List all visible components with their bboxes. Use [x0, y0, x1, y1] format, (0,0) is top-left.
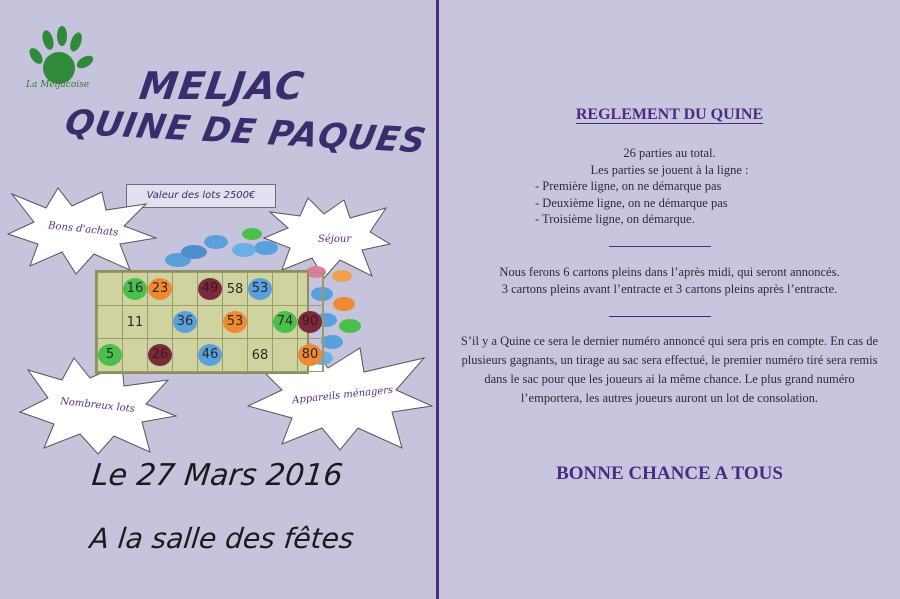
bingo-card: [95, 270, 319, 374]
lots-value-box: Valeur des lots 2500€: [126, 184, 276, 208]
burst-label-sejour: Séjour: [318, 234, 352, 245]
card-row: [98, 306, 324, 339]
logo-caption: La Meljacoise: [26, 80, 90, 90]
hand-logo-icon: [22, 26, 97, 106]
cartons-line: Nous ferons 6 cartons pleins dans l’après midi, qui seront annoncés.: [499, 265, 840, 279]
card-number: 90: [298, 311, 322, 333]
poster-title-line1: MELJAC: [136, 64, 308, 108]
intro-line: Les parties se jouent à la ligne :: [590, 162, 749, 177]
card-number: 53: [248, 278, 272, 300]
card-number: 46: [198, 344, 222, 366]
cartons-line: 3 cartons pleins avant l’entracte et 3 cartons pleins après l’entracte.: [501, 281, 838, 296]
poster-title-line2: QUINE DE PAQUES: [61, 102, 430, 162]
card-number: 26: [148, 344, 172, 366]
separator-line: [609, 316, 711, 317]
card-number: 74: [273, 311, 297, 333]
burst-label-appareils: Appareils ménagers: [291, 384, 394, 407]
card-number: 58: [226, 281, 244, 297]
event-date: Le 27 Mars 2016: [90, 458, 345, 493]
card-number: 36: [173, 311, 197, 333]
rules-title: [439, 106, 900, 124]
intro-line: 26 parties au total.: [623, 146, 716, 160]
burst-label-lots: Nombreux lots: [59, 396, 136, 415]
separator-line: [609, 246, 711, 247]
list-item: - Première ligne, on ne démarque pas: [535, 179, 722, 193]
chips-pile-icon: [160, 226, 290, 270]
card-number: 11: [126, 314, 144, 330]
cartons-paragraph: [439, 264, 900, 297]
rules-intro: [439, 145, 900, 178]
rules-list: [535, 178, 728, 228]
card-number: 80: [298, 344, 322, 366]
card-number: 49: [198, 278, 222, 300]
card-number: 53: [223, 311, 247, 333]
quine-paragraph: S’il y a Quine ce sera le dernier numéro annoncé qui sera pris en compte. En cas de plusieurs gagnants, un tirage au sac sera effectué, le premier numéro tiré sera remis dans le sac pour que les joueurs ai la même chance. Le plus grand numéro l’emportera, les autres joueurs auront un lot de consolation.: [460, 334, 879, 405]
card-number: 16: [123, 278, 147, 300]
card-row: [98, 339, 324, 372]
list-item: - Troisième ligne, on démarque.: [535, 212, 695, 226]
card-number: 5: [98, 344, 122, 366]
card-number: 68: [251, 347, 269, 363]
list-item: - Deuxième ligne, on ne démarque pas: [535, 195, 728, 210]
card-number: 23: [148, 278, 172, 300]
card-row: [98, 273, 324, 306]
burst-label-bons: Bons d'achats: [47, 220, 119, 239]
rules-panel: [439, 0, 900, 599]
rules-title-text: REGLEMENT DU QUINE: [575, 106, 764, 123]
closing-text: BONNE CHANCE A TOUS: [556, 463, 783, 484]
poster-panel: [0, 0, 436, 599]
event-place: A la salle des fêtes: [88, 522, 356, 555]
